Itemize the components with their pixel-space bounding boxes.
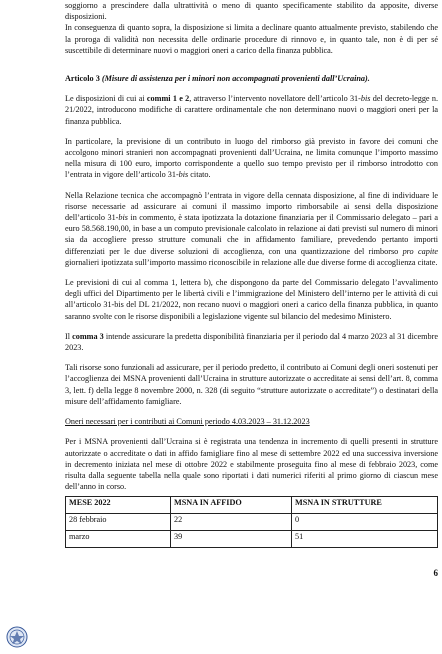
paragraph-comma-1-lettera-b: Le previsioni di cui al comma 1, lettera b), che dispongono da parte del Commissario delegato l’avvalimento degli uffici del Dipartimento per le libertà civili e l’immigrazione del Ministero dell’interno per le attività di cui all’articolo 31-bis del DL 21/2022, non recano nuovi o maggiori oneri a carico della finanza pubblica, in quanto saranno svolte con le risorse disponibili a legislazione vigente sul bilancio del medesimo Ministero.: [65, 278, 438, 321]
table-cell: 28 febbraio: [66, 514, 171, 531]
table-cell: 0: [292, 514, 438, 531]
table-cell: 51: [292, 531, 438, 548]
paragraph-comma-3: Il comma 3 intende assicurare la predetta disponibilità finanziaria per il periodo dal 4 marzo 2023 al 31 dicembre 2023.: [65, 331, 438, 353]
table-cell: marzo: [66, 531, 171, 548]
table-header-row: [66, 497, 438, 514]
table-row: [66, 514, 438, 531]
table-header-cell: MSNA IN AFFIDO: [171, 497, 292, 514]
table-header-cell: MESE 2022: [66, 497, 171, 514]
article-number: Articolo 3: [65, 74, 100, 84]
page-number: 6: [433, 568, 438, 578]
paragraph-msna-trend: Per i MSNA provenienti dall’Ucraina si è registrata una tendenza in incremento di quelli presenti in strutture autorizzate o accreditate o dati in affido famigliare fino al mese di settembre 2022 ed una successiva inversione in decremento iniziata nel mese di ottobre 2022 e stabilmente proseguita fino al mese di febbraio 2023, come risulta dalla seguente tabella nella quale sono riportati i dati numerici riferiti al primo giorno di ciascun mese dell’anno in corso.: [65, 437, 438, 492]
paragraph-commi-1-2: Le disposizioni di cui ai commi 1 e 2, attraverso l’intervento novellatore dell’articolo 31-bis del decreto-legge n. 21/2022, introducono modifiche di carattere ordinamentale che non determinano nuovi o maggiori oneri per la finanza pubblica.: [65, 94, 438, 126]
page-content: [65, 0, 438, 548]
section-subheading: Oneri necessari per i contributi ai Comuni periodo 4.03.2023 – 31.12.2023: [65, 417, 310, 427]
table-row: [66, 531, 438, 548]
article-subject: (Misure di assistenza per i minori non accompagnati provenienti dall’Ucraina).: [101, 74, 370, 84]
paragraph-risorse: Tali risorse sono funzionali ad assicurare, per il periodo predetto, il contributo ai Comuni degli oneri sostenuti per l’accoglienza dei MSNA provenienti dall’Ucraina in strutture autorizzate o accreditate ai sensi dell’art. 8, comma 3, lett. f) della legge 8 novembre 2000, n. 328 (di seguito “strutture autorizzate o accreditate”) o destinatari della misure dell’affidamento famigliare.: [65, 363, 438, 406]
paragraph-intro-2: In conseguenza di quanto sopra, la disposizione si limita a declinare quanto attualmente previsto, stabilendo che la proroga di validità non necessita delle ordinarie procedure di rinnovo e, in quanto tale, non è di per sé suscettibile di determinare nuovi o maggiori oneri a carico della finanza pubblica.: [65, 23, 438, 55]
table-cell: 39: [171, 531, 292, 548]
table-cell: 22: [171, 514, 292, 531]
article-heading: [65, 73, 438, 84]
msna-table: [65, 496, 438, 548]
paragraph-relazione-tecnica: Nella Relazione tecnica che accompagnò l’entrata in vigore della cennata disposizione, al fine di individuare le risorse necessarie ad assicurare ai comuni il massimo importo rimborsabile ai sensi della disposizione dell’articolo 31-bis in commento, è stata ipotizzata la dotazione finanziaria per il Commissario delegato – pari a euro 58.568.190,00, in base a un computo previsionale calcolato in relazione ai dati previsti sul numero di minori sia da accogliere presso strutture comunali che in affidamento familiare, prevedendo pertanto importi differenziati per le due diverse soluzioni di accoglienza, con una quantizzazione del rimborso pro capite giornalieri ipotizzata sull’importo massimo riconoscibile in relazione alle due diverse forme di accoglienza citate.: [65, 190, 438, 267]
table-header-cell: MSNA IN STRUTTURE: [292, 497, 438, 514]
paragraph-intro-1: soggiorno a prescindere dalla ultrattività o meno di quanto specificamente stabilito da apposite, diverse disposizioni.: [65, 1, 438, 22]
paragraph-contributo: In particolare, la previsione di un contributo in luogo del rimborso già previsto in favore dei comuni che accolgono minori stranieri non accompagnati provenienti dall’Ucraina, ne limita comunque l’importo massimo nella misura di 100 euro, importo corrispondente a quello suo tempo previsto per il rimborso introdotto con l’entrata in vigore dell’articolo 31-bis citato.: [65, 136, 438, 180]
seal-emblem-icon: [6, 626, 28, 648]
